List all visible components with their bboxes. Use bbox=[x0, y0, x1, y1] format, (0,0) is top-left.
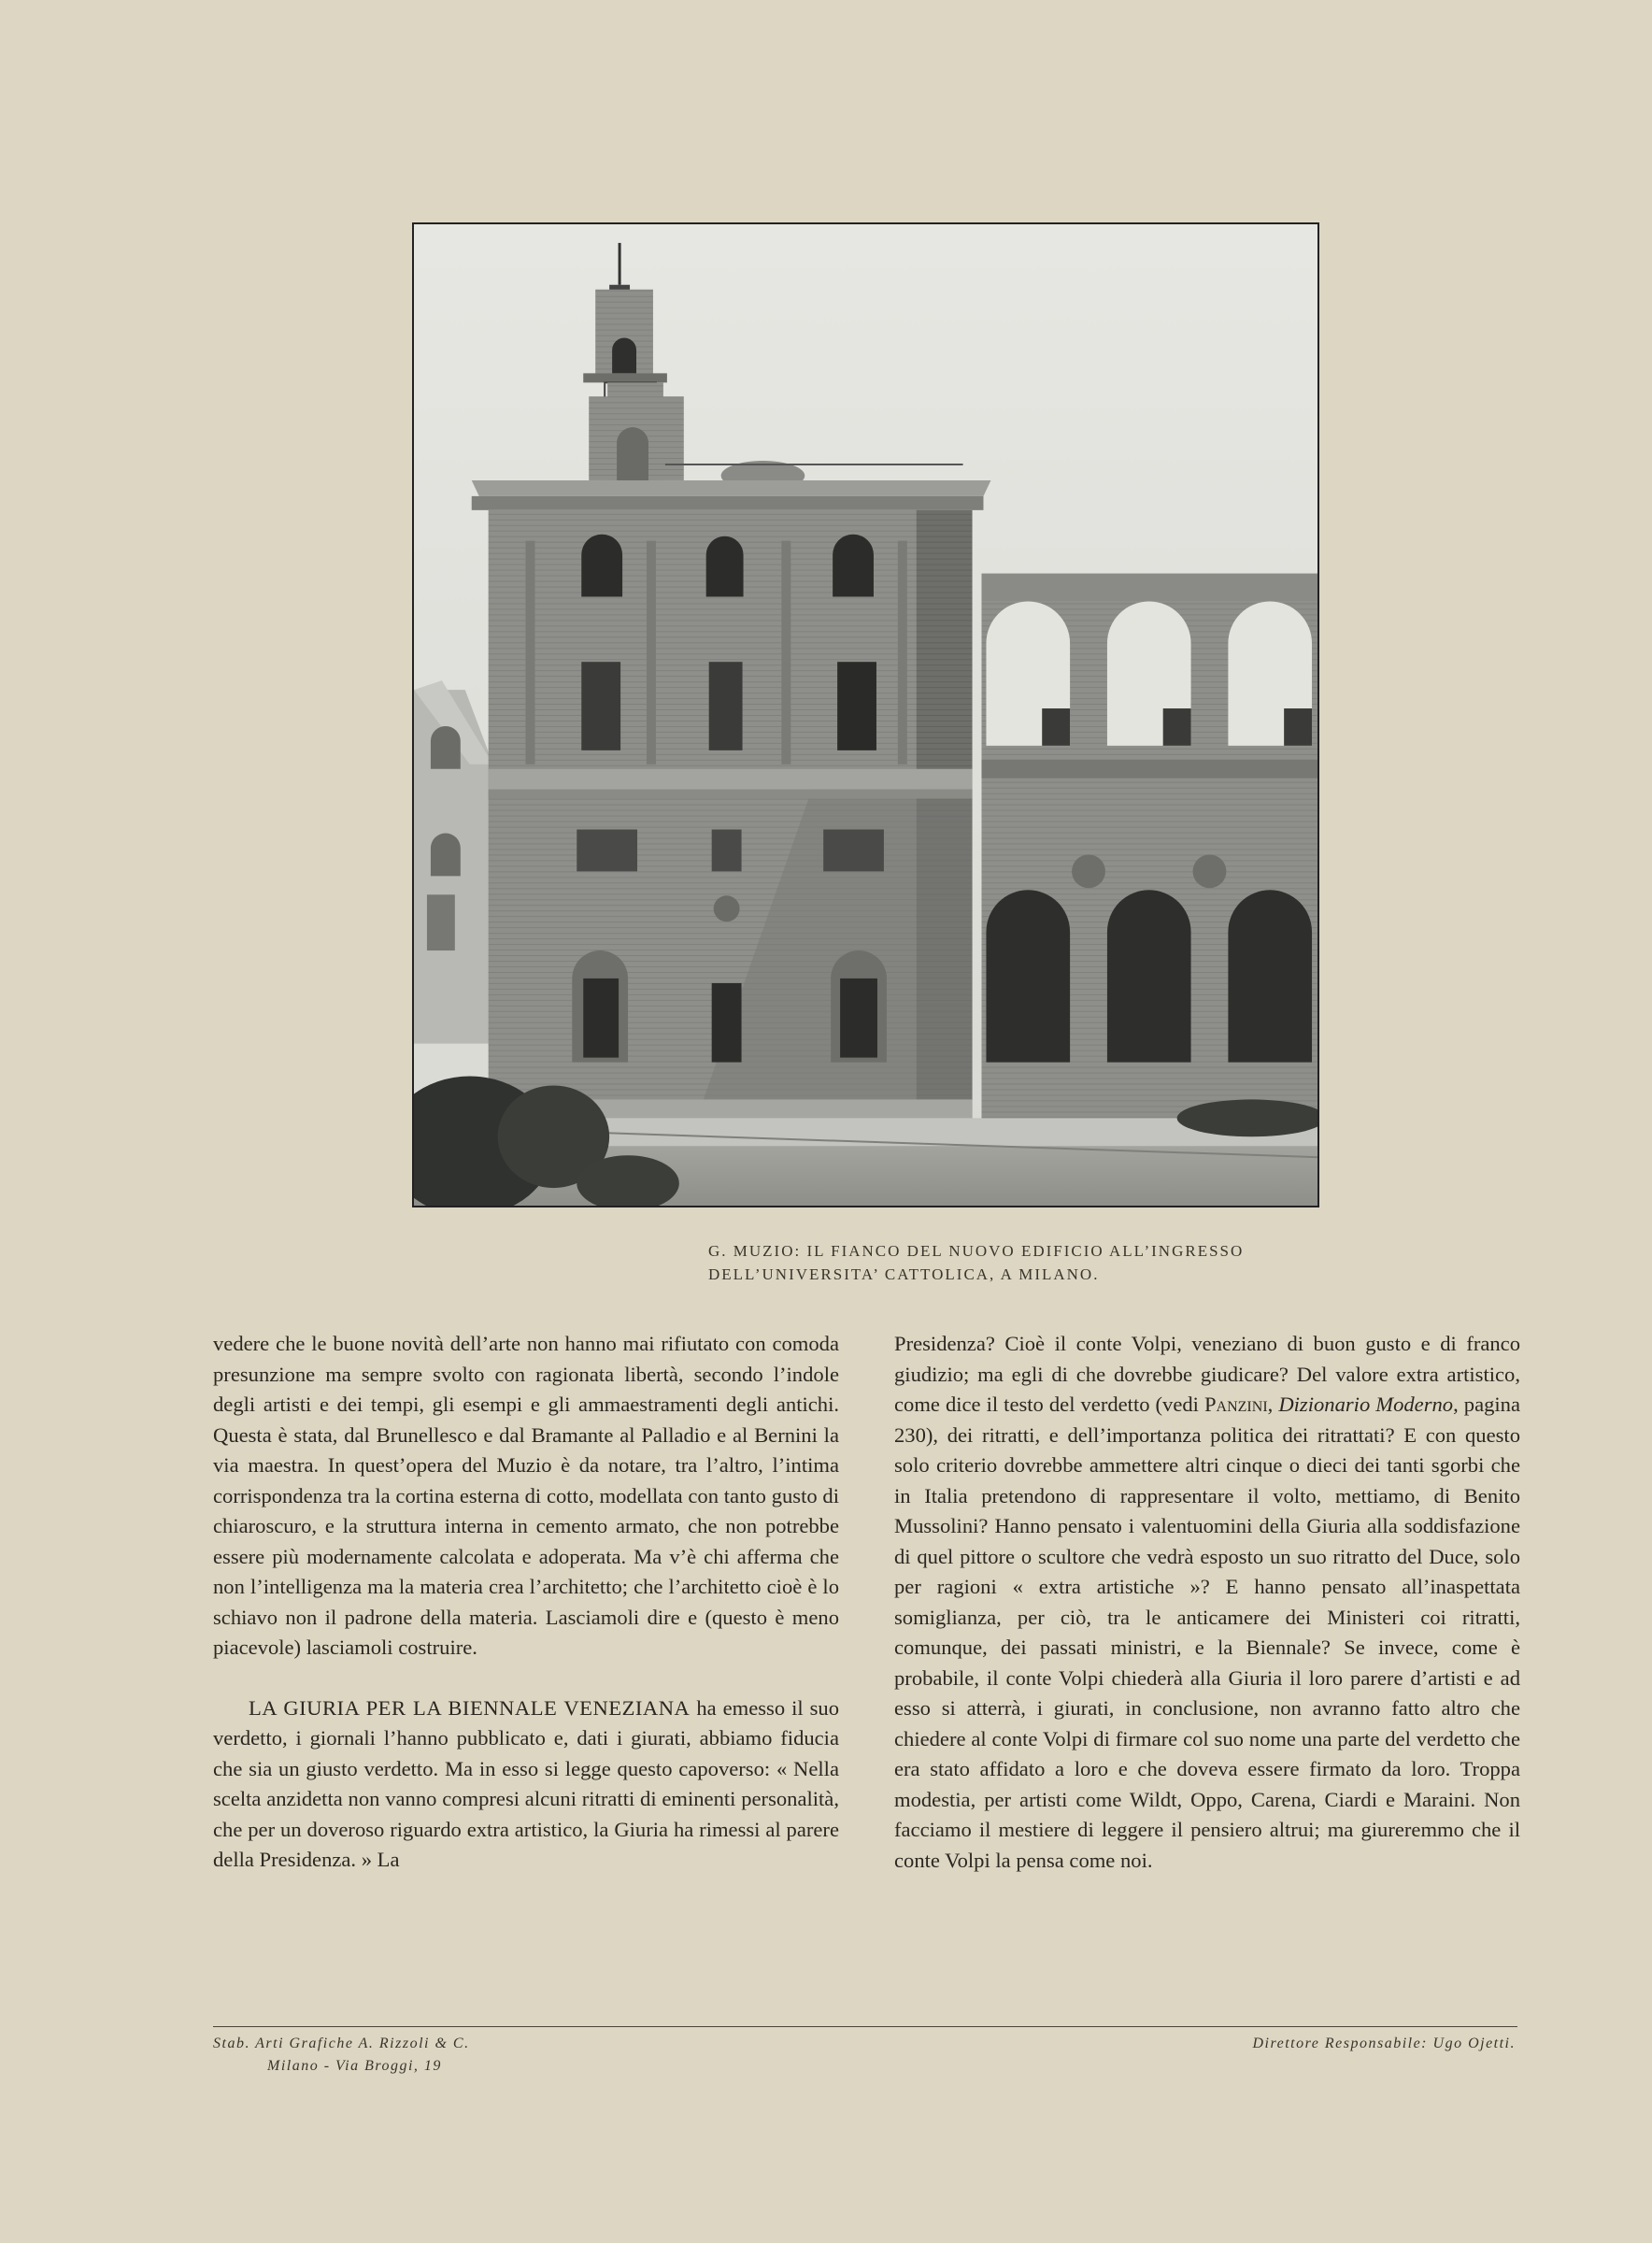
right-column bbox=[894, 1329, 1520, 1876]
section-heading: LA GIURIA PER LA BIENNALE VENEZIANA bbox=[249, 1695, 691, 1720]
caption-line-1: G. MUZIO: IL FIANCO DEL NUOVO EDIFICIO ALL’INGRESSO bbox=[708, 1242, 1245, 1260]
photo-illustration bbox=[414, 224, 1317, 1206]
left-column bbox=[213, 1329, 839, 1876]
left-building bbox=[414, 680, 493, 1044]
photo-caption bbox=[708, 1239, 1362, 1286]
printer-imprint bbox=[213, 2033, 470, 2078]
text-run: , pagina 230), dei ritratti, e dell’importanza politica dei ritrattati? E con questo solo criterio dovrebbe ammettere altri cinque o dieci dei tanti sgorbi che in Italia pretendono di rappresentare il volto, mettiamo, di Benito Mussolini? Hanno pensato i valentuomini della Giuria alla soddisfazione di quel pittore o scultore che vedrà esposto un suo ritratto del Duce, solo per ragioni « extra artistiche »? E hanno pensato all’inaspettata somiglianza, per ciò, tra le anticamere dei Ministeri coi ritratti, comunque, dei passati ministri, e la Biennale? Se invece, come è probabile, il conte Volpi chiederà alla Giuria il loro parere d’artisti e ad esso si atterrà, i giurati, in conclusione, non avranno fatto altro che chiedere al conte Volpi di firmare col suo nome una parte del verdetto che era stato affidato a loro e che doveva essere firmato da loro. Troppa modestia, per artisti come Wildt, Oppo, Carena, Ciardi e Maraini. Non facciamo il mestiere di leggere il pensiero altrui; ma giureremmo che il conte Volpi la pensa come noi. bbox=[894, 1393, 1521, 1872]
printer-line-1: Stab. Arti Grafiche A. Rizzoli & C. bbox=[213, 2036, 470, 2051]
building-photograph bbox=[412, 222, 1319, 1207]
paragraph-presidenza bbox=[894, 1329, 1520, 1876]
caption-line-2: DELL’UNIVERSITA’ CATTOLICA, A MILANO. bbox=[708, 1265, 1100, 1283]
paragraph-giuria bbox=[213, 1693, 839, 1876]
director-credit: Direttore Responsabile: Ugo Ojetti. bbox=[1252, 2036, 1516, 2051]
book-title: Dizionario Moderno bbox=[1278, 1393, 1454, 1416]
text-run: , bbox=[1267, 1393, 1279, 1416]
paragraph-giuria-body: ha emesso il suo verdetto, i giornali l’hanno pubblicato e, dati i giurati, abbiamo fiducia che sia un giusto verdetto. Ma in esso si legge questo capoverso: « Nella scelta anzidetta non vanno compresi alcuni ritratti di eminenti personalità, che per un doveroso riguardo extra artistico, la Giuria ha rimessi al parere della Presidenza. » La bbox=[213, 1695, 840, 1871]
text-run: Presidenza? Cioè il conte Volpi, veneziano di buon gusto e di franco giudizio; ma egli di che dovrebbe giudicare? Del valore extra artistico, come dice il testo del verdetto (vedi bbox=[894, 1332, 1520, 1416]
author-name: Panzini bbox=[1203, 1393, 1268, 1416]
arcade-wing bbox=[981, 574, 1317, 1142]
paragraph-muzio: vedere che le buone novità dell’arte non hanno mai rifiutato con comoda presunzione ma sempre svolto con ragionata libertà, secondo l’indole degli artisti e dei tempi, gli esempi e gli ammaestramenti degli antichi. Questa è stata, dal Brunellesco e dal Bramante al Palladio e al Bernini la via maestra. In quest’opera del Muzio è da notare, tra l’altro, l’intima corrispondenza tra la cortina esterna di cotto, modellata con tanto gusto di chiaroscuro, e la struttura interna in cemento armato, che non potrebbe essere più modernamente calcolata e adoperata. Ma v’è chi afferma che non l’intelligenza ma la materia crea l’architetto; che l’architetto cioè è lo schiavo non il padrone della materia. Lasciamoli dire e (questo è meno piacevole) lasciamoli costruire. bbox=[213, 1332, 839, 1659]
printer-line-2: Milano - Via Broggi, 19 bbox=[267, 2058, 442, 2074]
footer-divider bbox=[213, 2026, 1517, 2027]
